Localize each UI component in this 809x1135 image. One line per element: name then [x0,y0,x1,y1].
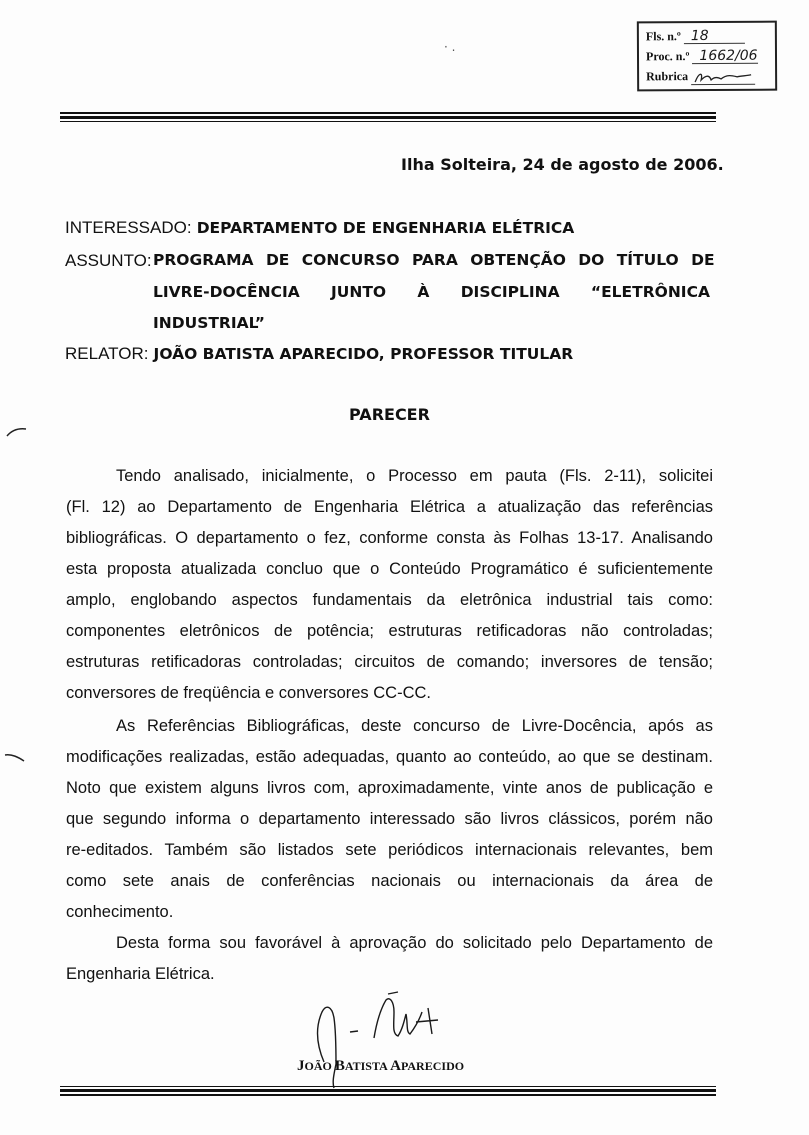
paragraph-1-line: Tendo analisado, inicialmente, o Processo em pauta (Fls. 2-11), solicitei [116,467,713,485]
paragraph-2-line: que segundo informa o departamento interessado são livros clássicos, porém não [66,810,713,828]
paragraph-3-line: Engenharia Elétrica. [66,965,215,983]
relator-label: RELATOR: [65,344,149,363]
stamp-proc-value: 1662/06 [692,49,757,64]
signer-name: JOÃO BATISTA APARECIDO [297,1058,465,1074]
assunto-word: À [417,283,430,301]
paragraph-3-line: Desta forma sou favorável à aprovação do solicitado pelo Departamento de [116,934,713,952]
paragraph-1-line: estruturas retificadoras controladas; circuitos de comando; inversores de tensão; [66,653,713,671]
margin-mark [4,752,26,764]
assunto-value-line-1 [153,251,713,269]
stamp-proc-label: Proc. n.º [645,49,690,64]
paragraph-2-line: re-editados. Também são listados sete periódicos internacionais relevantes, bem [66,841,713,859]
relator-line [65,344,573,364]
assunto-word: LIVRE-DOCÊNCIA [153,283,300,301]
assunto-line-1-text: PROGRAMA DE CONCURSO PARA OBTENÇÃO DO TÍTULO DE [153,251,715,269]
top-double-rule [60,112,716,122]
paragraph-2-line: modificações realizadas, estão adequadas, quanto ao conteúdo, ao que se destinam. [66,748,713,766]
bottom-double-rule [60,1086,716,1096]
rubric-signature [691,70,755,85]
paragraph-1-line: (Fl. 12) ao Departamento de Engenharia Elétrica a atualização das referências [66,498,713,516]
interessado-value: DEPARTAMENTO DE ENGENHARIA ELÉTRICA [196,219,575,237]
stamp-fls-value: 18 [684,29,745,44]
protocol-stamp [637,21,777,92]
paragraph-1-line: bibliográficas. O departamento o fez, conforme consta às Folhas 13-17. Analisando [66,529,713,547]
margin-mark [6,426,28,438]
stamp-fls-row [646,26,775,47]
paragraph-2-line: como sete anais de conferências nacionais ou internacionais da área de [66,872,713,890]
assunto-line [65,251,152,271]
parecer-title: PARECER [349,405,430,424]
paragraph-1-line: conversores de freqüência e conversores CC-CC. [66,684,431,702]
stamp-rubrica-label: Rubrica [646,69,689,84]
stamp-rubrica-row [646,66,775,87]
paragraph-2-line: As Referências Bibliográficas, deste concurso de Livre-Docência, após as [116,717,713,735]
scan-speck: · . [444,40,456,54]
assunto-line-3-text: INDUSTRIAL” [153,314,265,332]
paragraph-2-line: Noto que existem alguns livros com, aproximadamente, vinte anos de publicação e [66,779,713,797]
assunto-value-line-2 [153,283,713,301]
stamp-fls-label: Fls. n.º [645,29,681,44]
paragraph-1-line: componentes eletrônicos de potência; estruturas retificadoras não controladas; [66,622,713,640]
assunto-word: “ELETRÔNICA [590,283,710,301]
assunto-value-line-3 [153,314,713,332]
stamp-proc-row [646,46,775,67]
assunto-word: DISCIPLINA [460,283,560,301]
handwritten-signature [296,990,506,1090]
interessado-label: INTERESSADO: [65,218,192,237]
interessado-line [65,218,574,238]
assunto-word: JUNTO [331,283,387,301]
assunto-label: ASSUNTO: [65,251,152,270]
paragraph-1-line: amplo, englobando aspectos fundamentais da eletrônica industrial tais como: [66,591,713,609]
paragraph-1-line: esta proposta atualizada concluo que o Conteúdo Programático é suficientemente [66,560,713,578]
paragraph-2-line: conhecimento. [66,903,174,921]
relator-value: JOÃO BATISTA APARECIDO, PROFESSOR TITULAR [153,345,574,363]
document-date: Ilha Solteira, 24 de agosto de 2006. [401,155,724,174]
